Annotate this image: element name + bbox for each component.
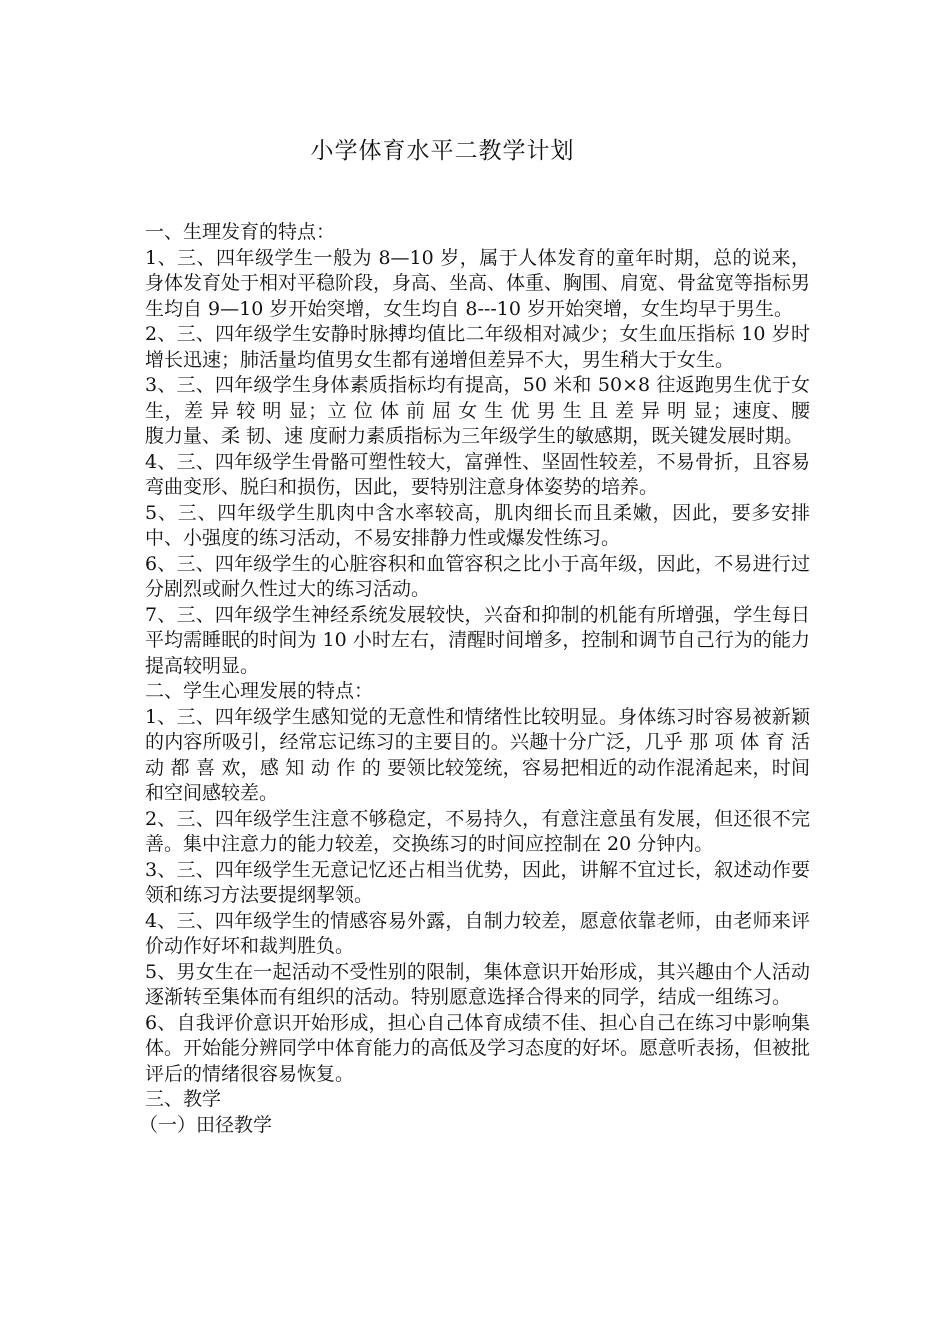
document-title: 小学体育水平二教学计划 [310,138,575,164]
paragraph: 3、三、四年级学生无意记忆还占相当优势，因此，讲解不宜过长，叙述动作要领和练习方法要提纲挈领。 [145,858,810,906]
section-heading-physiology: 一、生理发育的特点： [145,221,336,243]
paragraph: 4、三、四年级学生的情感容易外露，自制力较差，愿意依靠老师，由老师来评价动作好坏和裁判胜负。 [145,909,810,957]
subsection-heading-track-field: （一）田径教学 [139,1113,273,1136]
paragraph: 1、三、四年级学生感知觉的无意性和情绪性比较明显。身体练习时容易被新颖的内容所吸引，经常忘记练习的主要目的。兴趣十分广泛，几乎 那 项 体 育 活 动 都 喜 欢，感 知 动 作 的 要领比较笼统，容易把相近的动作混淆起来，时间和空间感较差。 [145,705,810,804]
paragraph: 2、三、四年级学生注意不够稳定，不易持久，有意注意虽有发展，但还很不完善。集中注意力的能力较差，交换练习的时间应控制在 20 分钟内。 [145,807,810,855]
section-heading-teaching: 三、教学 [145,1088,222,1110]
paragraph: 7、三、四年级学生神经系统发展较快，兴奋和抑制的机能有所增强，学生每日平均需睡眠的时间为 10 小时左右，清醒时间增多，控制和调节自己行为的能力提高较明显。 [145,603,810,677]
paragraph: 3、三、四年级学生身体素质指标均有提高，50 米和 50×8 往返跑男生优于女生，差 异 较 明 显；立 位 体 前 屈 女 生 优 男 生 且 差 异 明 显；速度、腰 腹力量、柔 韧、速 度耐力素质指标为三年级学生的敏感期，既关键发展时期。 [145,374,810,447]
paragraph: 6、三、四年级学生的心脏容积和血管容积之比小于高年级，因此，不易进行过分剧烈或耐久性过大的练习活动。 [145,552,810,600]
paragraph: 2、三、四年级学生安静时脉搏均值比二年级相对减少；女生血压指标 10 岁时增长迅速；肺活量均值男女生都有递增但差异不大，男生稍大于女生。 [145,323,810,371]
paragraph: 4、三、四年级学生骨骼可塑性较大，富弹性、坚固性较差，不易骨折，且容易弯曲变形、脱臼和损伤，因此，要特别注意身体姿势的培养。 [145,450,810,498]
document-body [139,220,811,1138]
paragraph: 5、男女生在一起活动不受性别的限制，集体意识开始形成，其兴趣由个人活动逐渐转至集体而有组织的活动。特别愿意选择合得来的同学，结成一组练习。 [145,960,810,1008]
section-heading-psychology: 二、学生心理发展的特点： [145,680,374,702]
paragraph: 6、自我评价意识开始形成，担心自己体育成绩不佳、担心自己在练习中影响集体。开始能分辨同学中体育能力的高低及学习态度的好坏。愿意听表扬，但被批评后的情绪很容易恢复。 [145,1011,811,1085]
paragraph: 5、三、四年级学生肌肉中含水率较高，肌肉细长而且柔嫩，因此，要多安排中、小强度的练习活动，不易安排静力性或爆发性练习。 [145,501,810,549]
paragraph: 1、三、四年级学生一般为 8—10 岁，属于人体发育的童年时期，总的说来，身体发育处于相对平稳阶段，身高、坐高、体重、胸围、肩宽、骨盆宽等指标男生均自 9—10 岁开始突增，女生均自 8---10 岁开始突增，女生均早于男生。 [145,246,811,320]
